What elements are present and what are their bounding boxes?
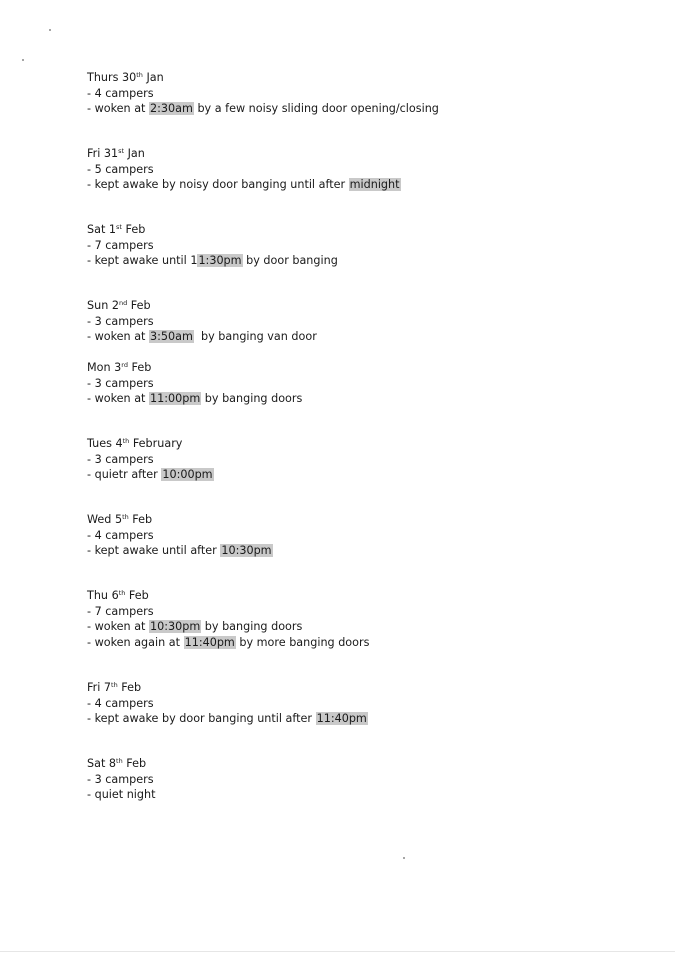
entry-note <box>87 177 401 193</box>
highlighted-time: 11:40pm <box>184 635 235 649</box>
log-entry <box>87 512 273 559</box>
log-entry <box>87 436 214 483</box>
entry-month: Feb <box>125 589 149 602</box>
entry-date <box>87 360 302 376</box>
camper-count <box>87 314 317 330</box>
camper-count <box>87 528 273 544</box>
entry-date <box>87 512 273 528</box>
entry-note <box>87 619 369 635</box>
entry-day-suffix: th <box>136 71 143 79</box>
entry-month: Feb <box>122 757 147 770</box>
entry-date <box>87 436 214 452</box>
entry-day: Wed 5 <box>87 513 123 526</box>
note-text: - kept awake by noisy door banging until after <box>87 178 349 191</box>
entry-date <box>87 756 156 772</box>
entry-day-suffix: st <box>116 223 122 231</box>
entry-day: Thu 6 <box>87 589 119 602</box>
entry-month: Jan <box>124 147 145 160</box>
entry-day-suffix: th <box>122 437 130 445</box>
scan-speck <box>49 29 51 31</box>
highlighted-time: 3:50am <box>150 330 193 343</box>
camper-count <box>87 238 338 254</box>
camper-count <box>87 452 214 468</box>
note-text: by a few noisy sliding door opening/closing <box>193 102 439 115</box>
entry-note <box>87 635 369 651</box>
log-entry <box>87 360 302 407</box>
entry-month: Feb <box>128 513 153 526</box>
highlighted-time: 2:30am <box>150 102 193 115</box>
highlighted-time: 11:40pm <box>316 712 367 725</box>
entry-date <box>87 70 439 86</box>
note-text: - 3 campers <box>87 452 154 466</box>
highlighted-time: 10:30pm <box>150 620 201 633</box>
entry-day: Fri 31 <box>87 147 119 160</box>
note-text: - 5 campers <box>87 162 154 176</box>
entry-month: February <box>129 437 183 450</box>
camper-count <box>87 86 439 102</box>
entry-date <box>87 588 369 604</box>
note-text: - quietr after <box>87 468 162 481</box>
note-text: - 7 campers <box>87 604 154 618</box>
note-text: by banging doors <box>201 392 303 405</box>
camper-count <box>87 772 156 788</box>
entry-day: Mon 3 <box>87 361 122 374</box>
note-text: - kept awake until after <box>87 544 221 557</box>
entry-day: Sat 1 <box>87 223 117 236</box>
entry-day-suffix: nd <box>118 299 128 307</box>
entry-day: Thurs 30 <box>87 71 137 84</box>
entry-day-suffix: rd <box>121 361 128 369</box>
note-text: - kept awake by door banging until after <box>87 712 316 725</box>
entry-day-suffix: st <box>118 147 125 155</box>
note-text: - 7 campers <box>87 238 154 252</box>
note-text: - kept awake until 1 <box>87 254 198 267</box>
note-text: - woken again at <box>87 635 184 649</box>
note-text: - woken at <box>87 102 149 115</box>
log-entry <box>87 146 401 193</box>
scan-edge-line <box>0 951 675 952</box>
note-text: by door banging <box>242 254 338 267</box>
highlighted-time: 1:30pm <box>198 254 242 267</box>
note-text: - 4 campers <box>87 696 154 710</box>
log-entry <box>87 588 369 650</box>
entry-day-suffix: th <box>122 513 129 521</box>
camper-count <box>87 162 401 178</box>
log-entry <box>87 70 439 117</box>
note-text: by banging doors <box>201 620 303 633</box>
camper-count <box>87 696 368 712</box>
entry-month: Feb <box>127 299 151 312</box>
note-text: by more banging doors <box>235 635 370 649</box>
entry-day-suffix: th <box>118 589 126 597</box>
log-entry <box>87 222 338 269</box>
entry-day: Sun 2 <box>87 299 119 312</box>
entry-day: Tues 4 <box>87 437 123 450</box>
entry-note <box>87 787 156 803</box>
entry-note <box>87 101 439 117</box>
entry-day-suffix: th <box>111 681 118 689</box>
note-text: - woken at <box>87 330 149 343</box>
note-text: by banging van door <box>193 330 317 343</box>
highlighted-time: 11:00pm <box>150 392 201 405</box>
log-entry <box>87 680 368 727</box>
note-text: - 3 campers <box>87 772 154 786</box>
entry-date <box>87 146 401 162</box>
scan-speck <box>22 59 24 61</box>
entry-day: Sat 8 <box>87 757 117 770</box>
entry-month: Feb <box>117 681 142 694</box>
highlighted-time: midnight <box>349 178 400 191</box>
entry-date <box>87 298 317 314</box>
log-entry <box>87 298 317 345</box>
entry-note <box>87 391 302 407</box>
entry-day-suffix: th <box>116 757 123 765</box>
camper-count <box>87 604 369 620</box>
highlighted-time: 10:30pm <box>221 544 272 557</box>
note-text: - 4 campers <box>87 528 154 542</box>
note-text: - 3 campers <box>87 376 154 390</box>
scan-speck <box>403 857 405 859</box>
note-text: - 3 campers <box>87 314 154 328</box>
note-text: - quiet night <box>87 788 156 801</box>
entry-month: Jan <box>142 71 164 84</box>
note-text: - woken at <box>87 620 149 633</box>
log-entry <box>87 756 156 803</box>
entry-day: Fri 7 <box>87 681 112 694</box>
entry-month: Feb <box>127 361 152 374</box>
note-text: - woken at <box>87 392 149 405</box>
entry-note <box>87 329 317 345</box>
entry-note <box>87 711 368 727</box>
highlighted-time: 10:00pm <box>162 468 213 481</box>
camper-count <box>87 376 302 392</box>
entry-date <box>87 680 368 696</box>
note-text: - 4 campers <box>87 86 154 100</box>
entry-note <box>87 543 273 559</box>
entry-note <box>87 253 338 269</box>
entry-month: Feb <box>121 223 146 236</box>
entry-note <box>87 467 214 483</box>
entry-date <box>87 222 338 238</box>
